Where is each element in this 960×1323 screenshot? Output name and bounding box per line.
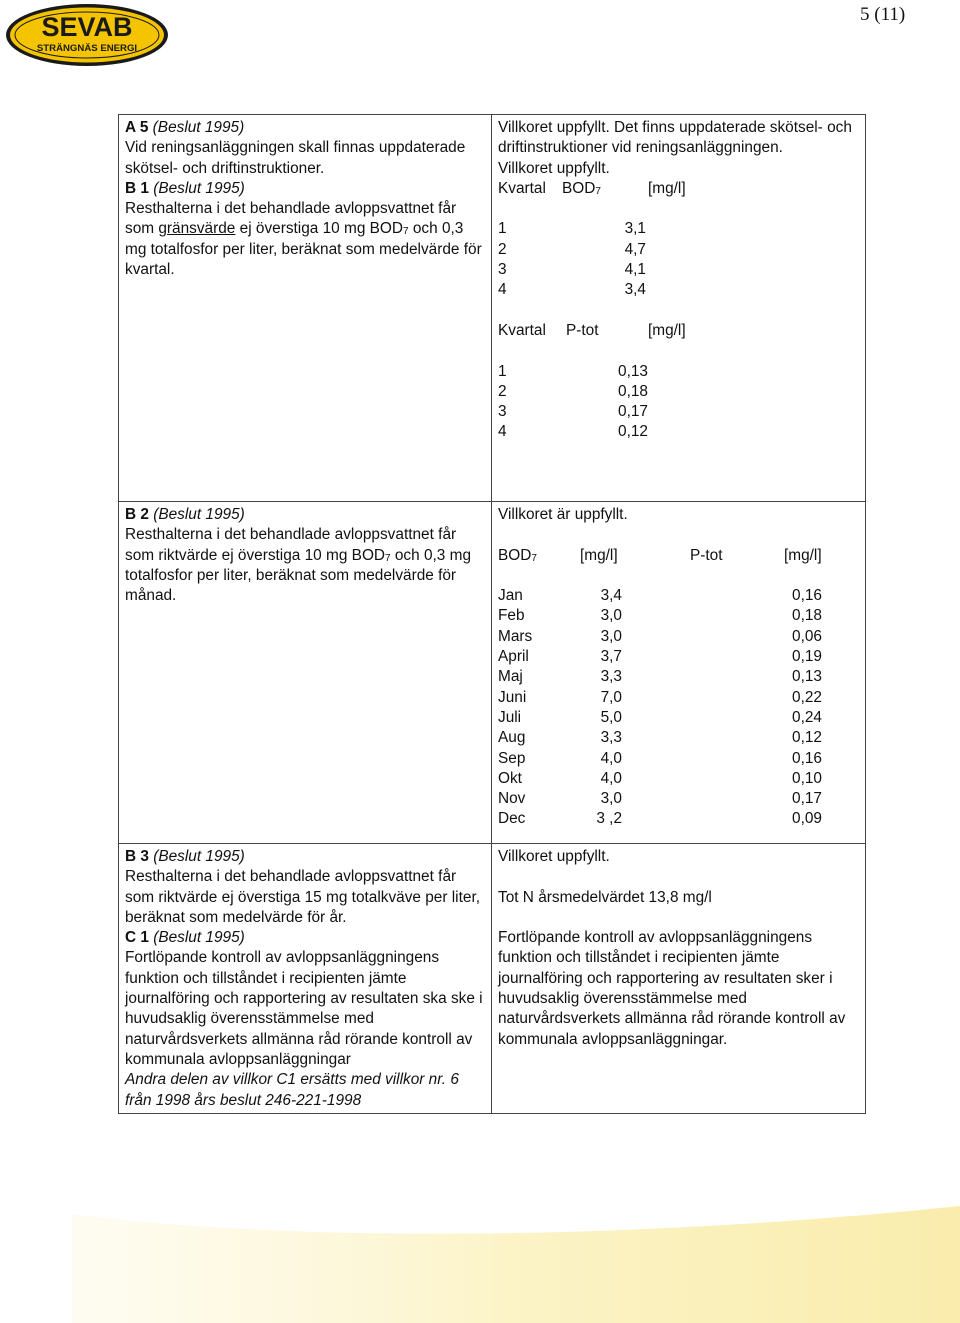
month-cell: Juli bbox=[498, 708, 522, 726]
table-row bbox=[498, 708, 859, 728]
table-row: 4 0,12 bbox=[498, 423, 648, 441]
sevab-logo bbox=[4, 2, 170, 68]
month-table-body bbox=[498, 586, 859, 830]
table-row bbox=[119, 502, 866, 844]
ptot-value-cell: 0,18 bbox=[792, 607, 822, 625]
table-row bbox=[498, 688, 859, 708]
ptot-value-cell: 0,22 bbox=[792, 688, 822, 706]
table-row bbox=[498, 606, 859, 626]
table-row bbox=[498, 647, 859, 667]
ptot-table-header: Kvartal P-tot [mg/l] bbox=[498, 321, 686, 339]
bod-value-cell: 7,0 bbox=[600, 688, 622, 706]
table-row bbox=[498, 627, 859, 647]
month-cell: Aug bbox=[498, 729, 526, 747]
status-text: Villkoret är uppfyllt. bbox=[498, 506, 628, 523]
table-row bbox=[498, 809, 859, 829]
svg-text:STRÄNGNÄS ENERGI: STRÄNGNÄS ENERGI bbox=[36, 43, 138, 54]
footer-decoration bbox=[72, 1206, 960, 1323]
bod-value-cell: 4,0 bbox=[600, 749, 622, 767]
ptot-value-cell: 0,10 bbox=[792, 769, 822, 787]
table-row: 2 0,18 bbox=[498, 382, 648, 400]
table-row: 2 4,7 bbox=[498, 240, 646, 258]
bod-value-cell: 3,3 bbox=[600, 729, 622, 747]
status-text: Villkoret uppfyllt. Det finns uppdaterade skötsel- och driftinstruktioner vid reningsanläggningen. bbox=[498, 119, 852, 157]
conditions-table bbox=[118, 114, 866, 1114]
table-row bbox=[498, 789, 859, 809]
bod-table-header: Kvartal $BOD_7$ [mg/l] bbox=[498, 179, 686, 197]
table-row bbox=[498, 667, 859, 687]
month-cell: Feb bbox=[498, 607, 525, 625]
month-cell: Sep bbox=[498, 749, 526, 767]
bod-value-cell: 3,4 bbox=[600, 587, 622, 605]
month-cell: April bbox=[498, 648, 529, 666]
month-cell: Dec bbox=[498, 810, 526, 828]
table-row bbox=[498, 728, 859, 748]
table-row bbox=[119, 115, 866, 502]
month-cell: Okt bbox=[498, 769, 522, 787]
status-cell bbox=[492, 502, 866, 844]
bod-value-cell: 3,0 bbox=[600, 607, 622, 625]
month-cell: Jan bbox=[498, 587, 523, 605]
month-cell: Nov bbox=[498, 790, 526, 808]
month-table-header: $BOD_7$ [mg/l] P-tot [mg/l] bbox=[498, 546, 822, 564]
ptot-value-cell: 0,12 bbox=[792, 729, 822, 747]
tot-n-text: Tot N årsmedelvärdet 13,8 mg/l bbox=[498, 888, 712, 906]
svg-text:SEVAB: SEVAB bbox=[41, 12, 133, 42]
bod-value-cell: 3,7 bbox=[600, 648, 622, 666]
page-number: 5 (11) bbox=[860, 4, 906, 25]
table-row bbox=[119, 844, 866, 1114]
bod-value-cell: 3,0 bbox=[600, 627, 622, 645]
status-cell bbox=[492, 115, 866, 502]
condition-cell: B 2 (Beslut 1995) Resthalterna i det behandlade avloppsvattnet får som riktvärde ej överstiga 10 mg $BOD_7$ och 0,3 mg totalfosfor per liter, beräknat som medelvärde för månad. bbox=[119, 502, 492, 844]
table-row: 3 4,1 bbox=[498, 261, 646, 279]
table-row: 4 3,4 bbox=[498, 281, 646, 299]
month-cell: Mars bbox=[498, 627, 533, 645]
condition-cell: A 5 (Beslut 1995) Vid reningsanläggningen skall finnas uppdaterade skötsel- och driftinstruktioner. B 1 (Beslut 1995) Resthalterna i det behandlade avloppsvattnet får som gränsvärde ej överstiga 10 mg $BOD_7$ och 0,3 mg totalfosfor per liter, beräknat som medelvärde för kvartal. bbox=[119, 115, 492, 502]
bod-value-cell: 5,0 bbox=[600, 708, 622, 726]
table-row: 1 3,1 bbox=[498, 220, 646, 238]
ptot-value-cell: 0,16 bbox=[792, 749, 822, 767]
ptot-value-cell: 0,06 bbox=[792, 627, 822, 645]
c1-response-text: Fortlöpande kontroll av avloppsanläggningens funktion och tillståndet i recipienten jämte journalföring och rapportering av resultaten sker i huvudsaklig överensstämmelse med naturvårdsverkets allmänna råd rörande kontroll av kommunala avloppsanläggningar. bbox=[498, 929, 846, 1048]
ptot-value-cell: 0,19 bbox=[792, 648, 822, 666]
month-cell: Maj bbox=[498, 668, 523, 686]
bod-value-cell: 4,0 bbox=[600, 769, 622, 787]
bod-value-cell: 3 ,2 bbox=[596, 810, 622, 828]
ptot-value-cell: 0,16 bbox=[792, 587, 822, 605]
table-row: 3 0,17 bbox=[498, 403, 648, 421]
table-row bbox=[498, 769, 859, 789]
bod-value-cell: 3,3 bbox=[600, 668, 622, 686]
condition-cell: B 3 (Beslut 1995) Resthalterna i det behandlade avloppsvattnet får som riktvärde ej överstiga 15 mg totalkväve per liter, beräknat som medelvärde för år. C 1 (Beslut 1995) Fortlöpande kontroll av avloppsanläggningens funktion och tillståndet i recipienten jämte journalföring och rapportering av resultaten ska ske i huvudsaklig överensstämmelse med naturvårdsverkets allmänna råd rörande kontroll av kommunala avloppsanläggningar Andra delen av villkor C1 ersätts med villkor nr. 6 från 1998 års beslut 246-221-1998 bbox=[119, 844, 492, 1114]
status-text: Villkoret uppfyllt. bbox=[498, 159, 610, 177]
ptot-value-cell: 0,17 bbox=[792, 790, 822, 808]
bod-value-cell: 3,0 bbox=[600, 790, 622, 808]
ptot-value-cell: 0,13 bbox=[792, 668, 822, 686]
table-row bbox=[498, 749, 859, 769]
status-text: Villkoret uppfyllt. bbox=[498, 848, 610, 865]
ptot-value-cell: 0,09 bbox=[792, 810, 822, 828]
table-row bbox=[498, 586, 859, 606]
status-cell bbox=[492, 844, 866, 1114]
month-cell: Juni bbox=[498, 688, 527, 706]
ptot-value-cell: 0,24 bbox=[792, 708, 822, 726]
table-row: 1 0,13 bbox=[498, 362, 648, 380]
